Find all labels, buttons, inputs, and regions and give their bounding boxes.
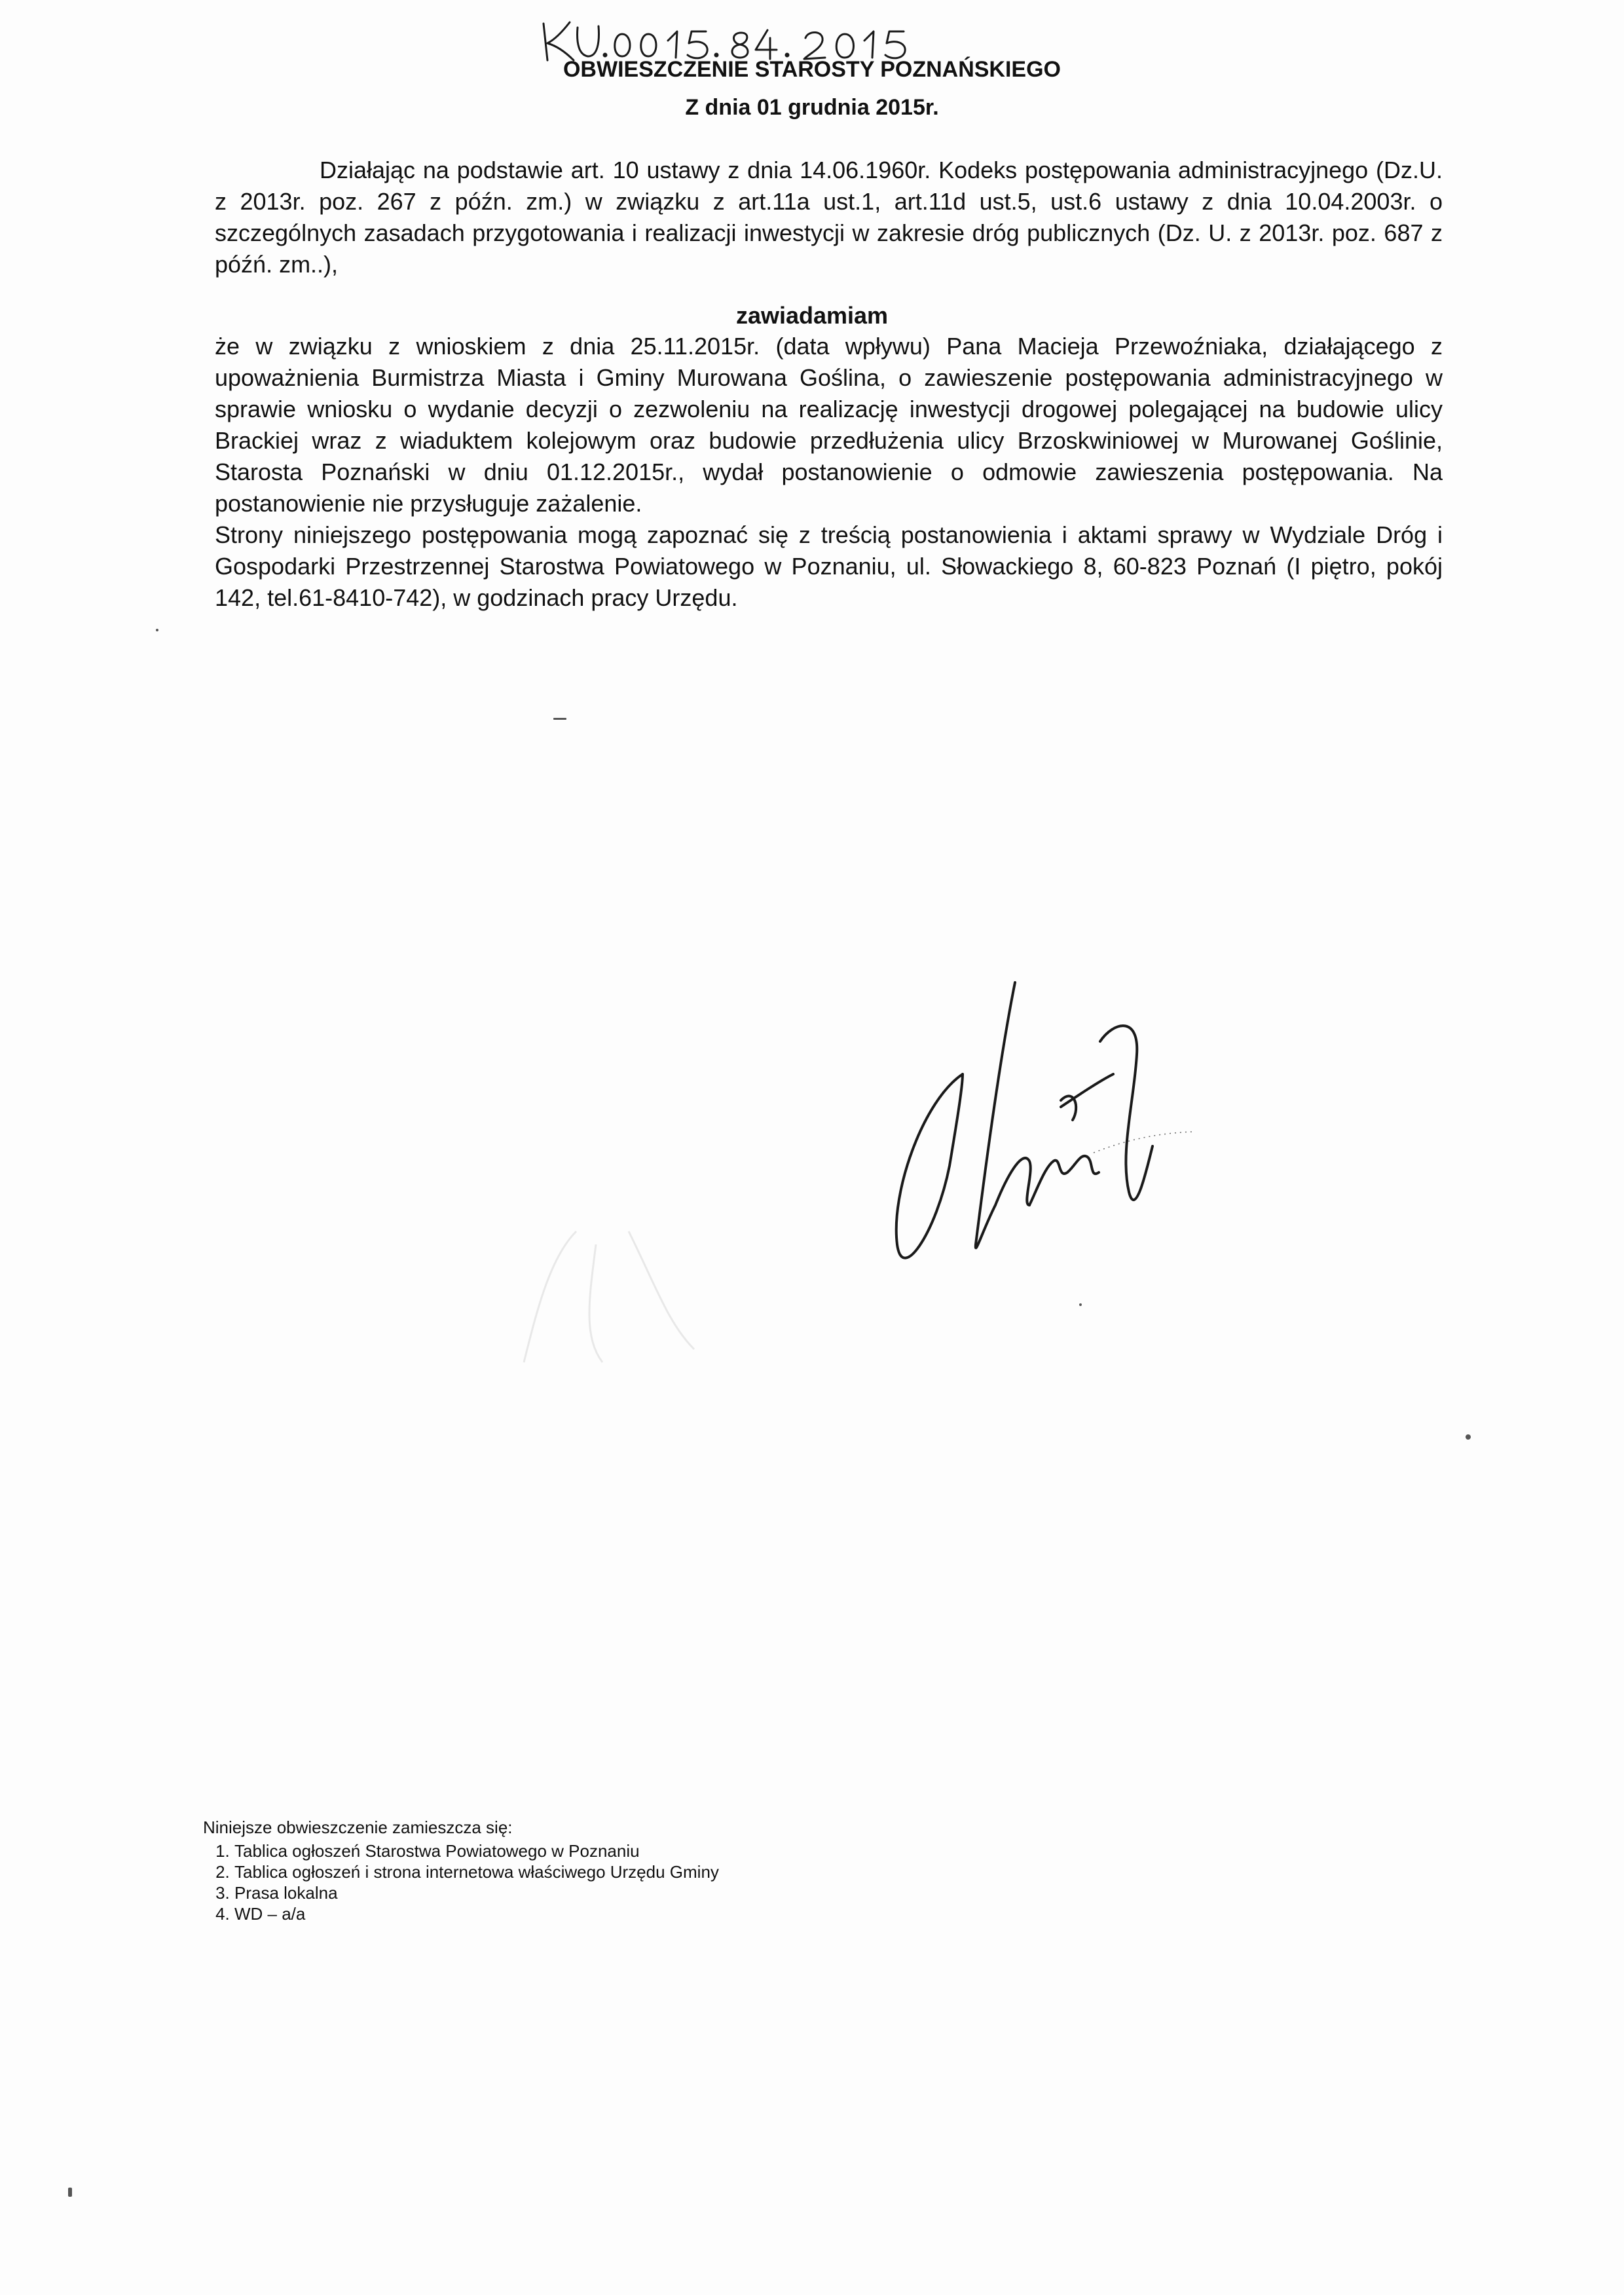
signature bbox=[864, 956, 1205, 1297]
bleed-through-mark bbox=[498, 1205, 733, 1389]
notice-title: OBWIESZCZENIE STAROSTY POZNAŃSKIEGO bbox=[563, 57, 1061, 82]
distribution-items bbox=[203, 1840, 989, 1924]
legal-basis-text: Działając na podstawie art. 10 ustawy z dnia 14.06.1960r. Kodeks postępowania administracyjnego (Dz.U. z 2013r. poz. 267 z późn. zm.) w związku z art.11a ust.1, art.11d ust.5, ust.6 ustawy z dnia 10.04.2003r. o szczególnych zasadach przygotowania i realizacji inwestycji w zakresie dróg publicznych (Dz. U. z 2013r. poz. 687 z późń. zm..), bbox=[215, 157, 1443, 278]
distribution-item: 4. WD – a/a bbox=[234, 1903, 989, 1924]
distribution-heading: Niniejsze obwieszczenie zamieszcza się: bbox=[203, 1818, 513, 1837]
notice-date: Z dnia 01 grudnia 2015r. bbox=[685, 95, 939, 120]
distribution-item: 1. Tablica ogłoszeń Starostwa Powiatowego w Poznaniu bbox=[234, 1840, 989, 1861]
scan-speck bbox=[1079, 1303, 1082, 1306]
distribution-list bbox=[203, 1817, 989, 1924]
scan-speck bbox=[156, 629, 158, 631]
distribution-item: 2. Tablica ogłoszeń i strona internetowa właściwego Urzędu Gminy bbox=[234, 1861, 989, 1882]
scan-speck bbox=[1466, 1434, 1471, 1440]
decision-word: zawiadamiam bbox=[735, 302, 889, 329]
notice-paragraph-access: Strony niniejszego postępowania mogą zapoznać się z treścią postanowienia i aktami sprawy w Wydziale Dróg i Gospodarki Przestrzennej Starostwa Powiatowego w Poznaniu, ul. Słowackiego 8, 60-823 Poznań (I piętro, pokój 142, tel.61-8410-742), w godzinach pracy Urzędu. bbox=[215, 521, 1443, 611]
notice-paragraph-decision: że w związku z wnioskiem z dnia 25.11.2015r. (data wpływu) Pana Macieja Przewoźniaka, działającego z upoważnienia Burmistrza Miasta i Gminy Murowana Goślina, o zawieszenie postępowania administracyjnego w sprawie wniosku o wydanie decyzji o zezwoleniu na realizację inwestycji drogowej polegającej na budowie ulicy Brackiej wraz z wiaduktem kolejowym oraz budowie przedłużenia ulicy Brzoskwiniowej w Murowanej Goślinie, Starosta Poznański w dniu 01.12.2015r., wydał postanowienie o odmowie zawieszenia postępowania. Na postanowienie nie przysługuje zażalenie. bbox=[215, 333, 1443, 517]
distribution-item: 3. Prasa lokalna bbox=[234, 1882, 989, 1903]
scan-speck bbox=[68, 2188, 72, 2197]
scan-speck bbox=[553, 718, 566, 720]
legal-basis-paragraph bbox=[215, 155, 1443, 280]
notice-body bbox=[215, 331, 1443, 614]
